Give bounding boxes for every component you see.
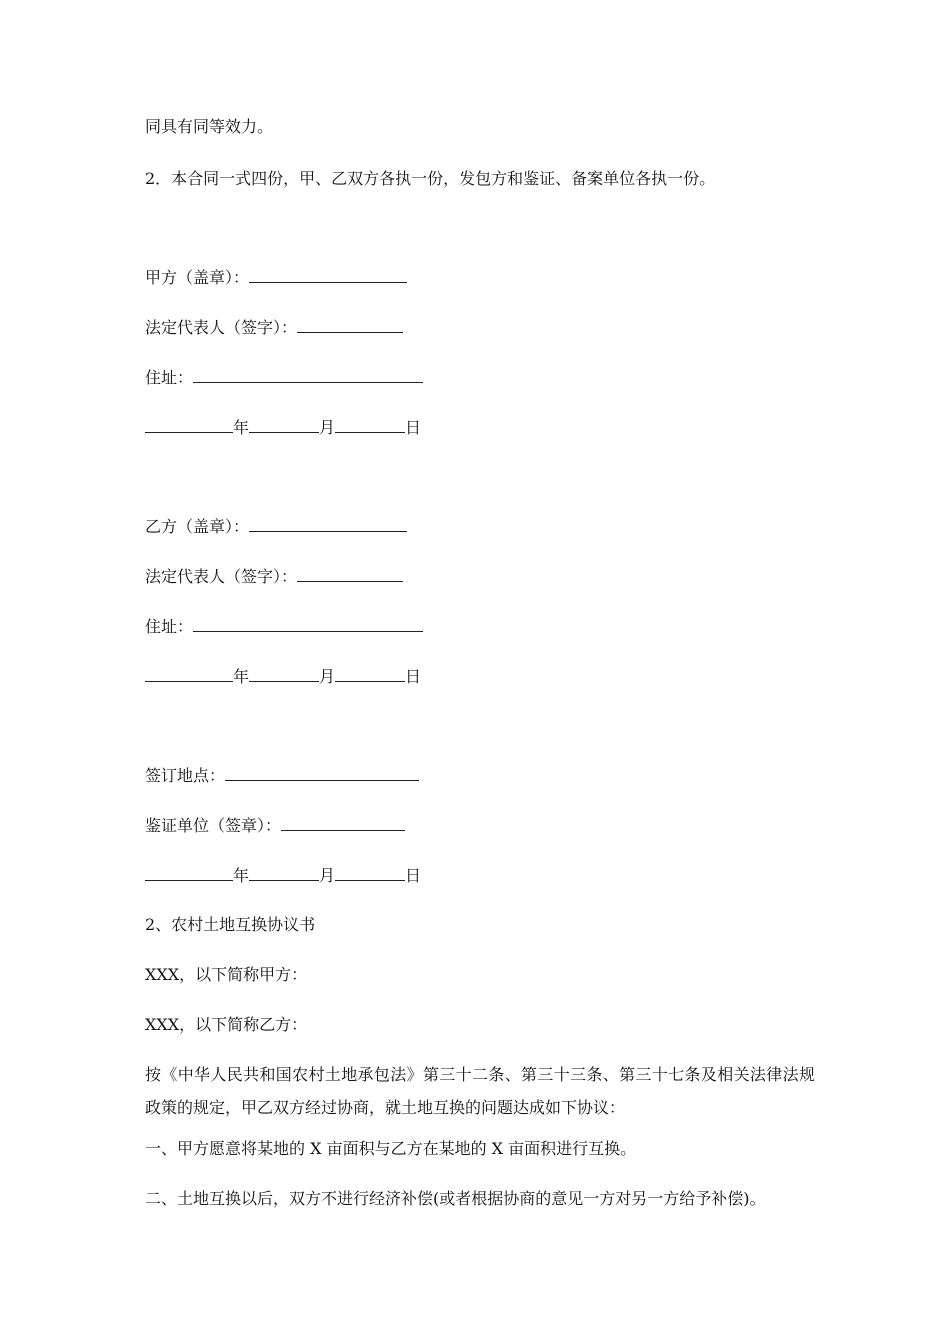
signing-place-line [145, 764, 419, 787]
party-b-address-line [145, 615, 423, 638]
signing-day-label: 日 [405, 866, 422, 885]
agreement-item-1: 一、甲方愿意将某地的 X 亩面积与乙方在某地的 X 亩面积进行互换。 [145, 1139, 637, 1158]
party-b-address-blank [193, 615, 423, 632]
signing-month-blank [249, 864, 319, 881]
signing-year-label: 年 [233, 866, 250, 885]
party-b-year-label: 年 [233, 667, 250, 686]
notary-unit-label: 鉴证单位（签章）： [145, 816, 282, 835]
party-a-year-label: 年 [233, 418, 250, 437]
party-a-month-blank [249, 416, 319, 433]
party-b-rep-line [145, 565, 403, 588]
party-b-seal-label: 乙方（盖章）： [145, 517, 250, 536]
party-b-month-blank [249, 665, 319, 682]
party-b-seal-line [145, 515, 407, 538]
party-a-seal-line [145, 266, 407, 289]
party-a-address-line [145, 366, 423, 389]
party-b-address-label: 住址： [145, 617, 194, 636]
signing-place-label: 签订地点： [145, 766, 226, 785]
signing-date-line [145, 864, 421, 887]
party-b-rep-blank [297, 565, 403, 582]
party-a-seal-label: 甲方（盖章）： [145, 268, 250, 287]
signing-month-label: 月 [319, 866, 336, 885]
party-a-day-blank [335, 416, 405, 433]
party-b-day-label: 日 [405, 667, 422, 686]
party-a-address-blank [193, 366, 423, 383]
signing-place-blank [225, 764, 419, 781]
continuation-text: 同具有同等效力。 [145, 117, 274, 136]
party-b-month-label: 月 [319, 667, 336, 686]
party-a-address-label: 住址： [145, 368, 194, 387]
agreement-item-2: 二、土地互换以后，双方不进行经济补偿(或者根据协商的意见一方对另一方给予补偿)。 [145, 1189, 766, 1208]
party-a-year-blank [145, 416, 233, 433]
notary-unit-line [145, 814, 405, 837]
signing-day-blank [335, 864, 405, 881]
party-a-day-label: 日 [405, 418, 422, 437]
party-a-date-line [145, 416, 421, 439]
party-a-month-label: 月 [319, 418, 336, 437]
party-b-intro: XXX，以下简称乙方： [145, 1015, 308, 1034]
party-b-year-blank [145, 665, 233, 682]
party-a-rep-line [145, 316, 403, 339]
party-b-seal-blank [249, 515, 407, 532]
party-b-rep-label: 法定代表人（签字）： [145, 567, 298, 586]
section-heading: 2、农村土地互换协议书 [145, 915, 316, 934]
party-a-rep-label: 法定代表人（签字）： [145, 318, 298, 337]
preamble-paragraph: 按《中华人民共和国农村土地承包法》第三十二条、第三十三条、第三十七条及相关法律法规政策的规定，甲乙双方经过协商，就土地互换的问题达成如下协议： [145, 1065, 815, 1117]
party-a-seal-blank [249, 266, 407, 283]
party-a-intro: XXX，以下简称甲方： [145, 965, 308, 984]
signing-year-blank [145, 864, 233, 881]
party-b-day-blank [335, 665, 405, 682]
notary-unit-blank [281, 814, 405, 831]
clause-copies: 2．本合同一式四份，甲、乙双方各执一份，发包方和鉴证、备案单位各执一份。 [145, 169, 716, 188]
party-b-date-line [145, 665, 421, 688]
party-a-rep-blank [297, 316, 403, 333]
